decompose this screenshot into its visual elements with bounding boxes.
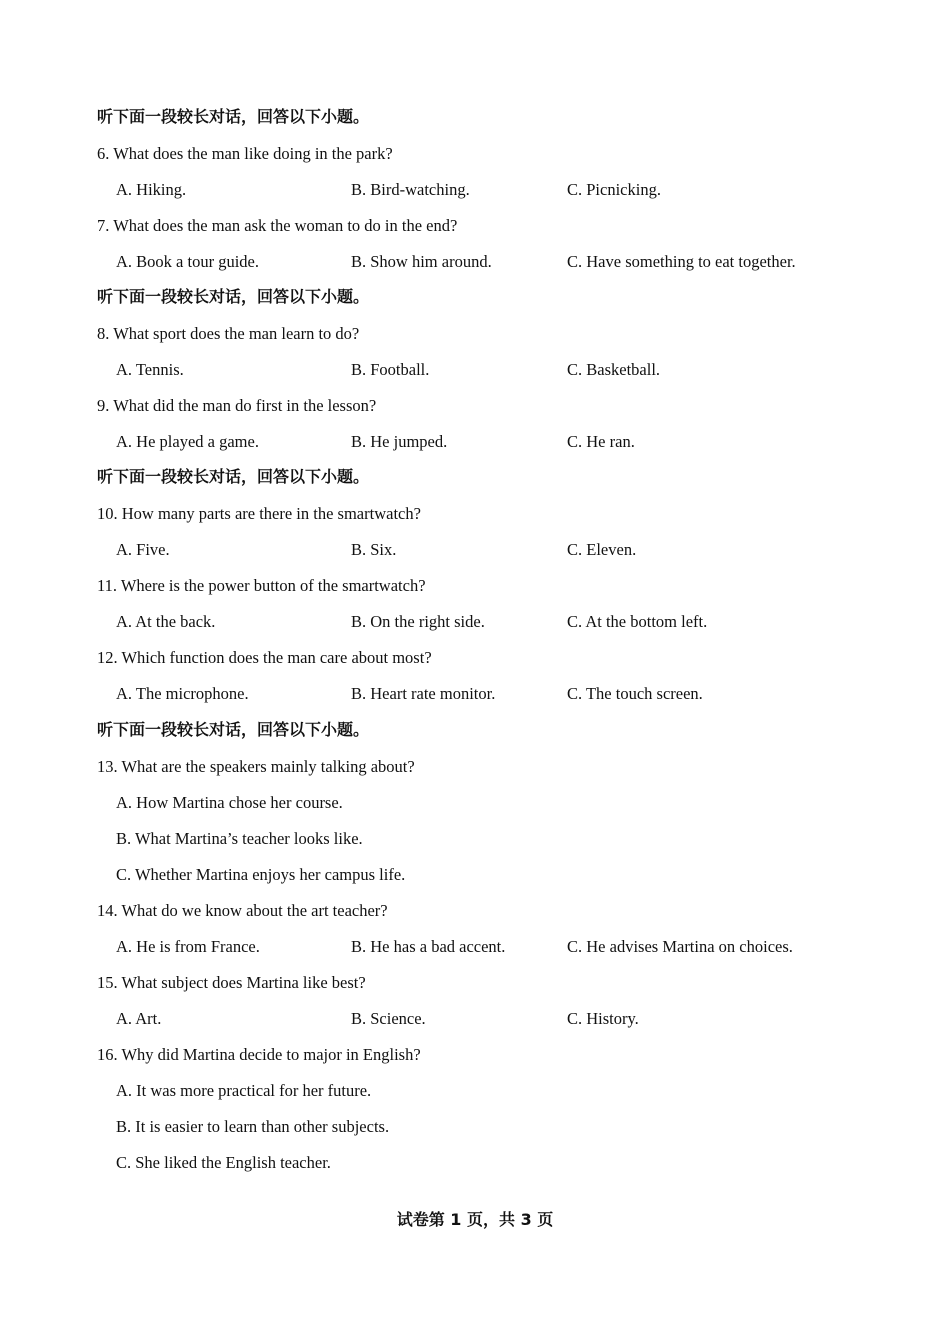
q8-option-b: B. Football. xyxy=(351,360,430,379)
q15-option-c: C. History. xyxy=(567,1009,639,1028)
q15-option-a: A. Art. xyxy=(116,1009,162,1028)
question-12: 12. Which function does the man care about most? xyxy=(97,648,432,667)
q6-option-b: B. Bird-watching. xyxy=(351,180,470,199)
section-heading: 听下面一段较长对话，回答以下小题。 xyxy=(97,107,370,126)
question-10: 10. How many parts are there in the smartwatch? xyxy=(97,504,421,523)
q16-option-a: A. It was more practical for her future. xyxy=(116,1081,372,1100)
question-6: 6. What does the man like doing in the park? xyxy=(97,144,393,163)
q6-option-a: A. Hiking. xyxy=(116,180,187,199)
question-11: 11. Where is the power button of the smartwatch? xyxy=(97,576,426,595)
question-13: 13. What are the speakers mainly talking about? xyxy=(97,757,415,776)
q10-option-a: A. Five. xyxy=(116,540,170,559)
q10-option-c: C. Eleven. xyxy=(567,540,637,559)
q12-option-b: B. Heart rate monitor. xyxy=(351,684,496,703)
section-heading: 听下面一段较长对话，回答以下小题。 xyxy=(97,467,370,486)
q16-option-b: B. It is easier to learn than other subjects. xyxy=(116,1117,390,1136)
question-14: 14. What do we know about the art teacher? xyxy=(97,901,388,920)
q16-option-c: C. She liked the English teacher. xyxy=(116,1153,331,1172)
q11-option-a: A. At the back. xyxy=(116,612,216,631)
question-7: 7. What does the man ask the woman to do in the end? xyxy=(97,216,458,235)
question-15: 15. What subject does Martina like best? xyxy=(97,973,366,992)
q8-option-a: A. Tennis. xyxy=(116,360,184,379)
q6-option-c: C. Picnicking. xyxy=(567,180,661,199)
q11-option-b: B. On the right side. xyxy=(351,612,485,631)
q7-option-a: A. Book a tour guide. xyxy=(116,252,259,271)
q14-option-c: C. He advises Martina on choices. xyxy=(567,937,793,956)
question-8: 8. What sport does the man learn to do? xyxy=(97,324,360,343)
section-heading: 听下面一段较长对话，回答以下小题。 xyxy=(97,720,370,739)
section-heading: 听下面一段较长对话，回答以下小题。 xyxy=(97,287,370,306)
q13-option-a: A. How Martina chose her course. xyxy=(116,793,343,812)
q14-option-b: B. He has a bad accent. xyxy=(351,937,506,956)
q12-option-a: A. The microphone. xyxy=(116,684,249,703)
q7-option-c: C. Have something to eat together. xyxy=(567,252,796,271)
q12-option-c: C. The touch screen. xyxy=(567,684,703,703)
question-9: 9. What did the man do first in the lesson? xyxy=(97,396,377,415)
page-footer: 试卷第 1 页，共 3 页 xyxy=(396,1210,554,1229)
q15-option-b: B. Science. xyxy=(351,1009,426,1028)
q11-option-c: C. At the bottom left. xyxy=(567,612,708,631)
q8-option-c: C. Basketball. xyxy=(567,360,661,379)
q13-option-c: C. Whether Martina enjoys her campus life. xyxy=(116,865,406,884)
q14-option-a: A. He is from France. xyxy=(116,937,260,956)
q7-option-b: B. Show him around. xyxy=(351,252,492,271)
q9-option-c: C. He ran. xyxy=(567,432,635,451)
question-16: 16. Why did Martina decide to major in English? xyxy=(97,1045,421,1064)
q10-option-b: B. Six. xyxy=(351,540,397,559)
q9-option-a: A. He played a game. xyxy=(116,432,259,451)
q13-option-b: B. What Martina’s teacher looks like. xyxy=(116,829,363,848)
q9-option-b: B. He jumped. xyxy=(351,432,448,451)
